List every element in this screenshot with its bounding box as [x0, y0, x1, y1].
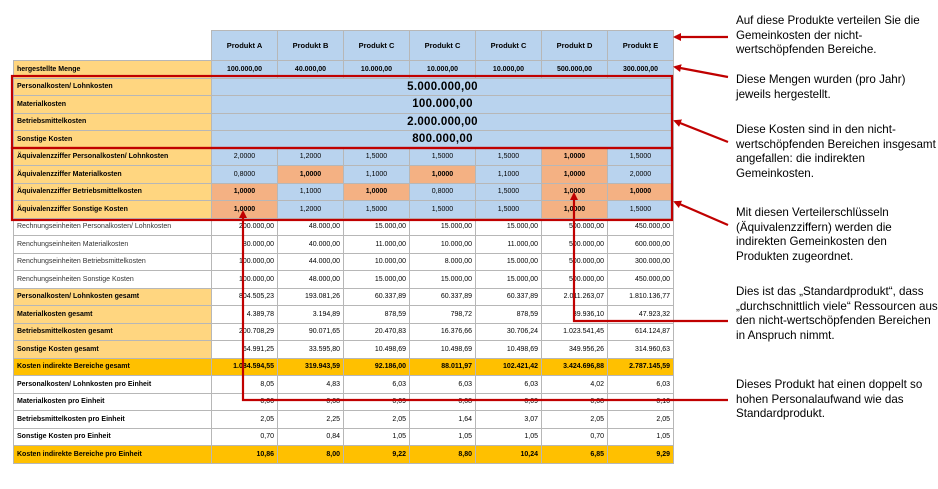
per-unit-cell[interactable]: 6,03 [410, 376, 476, 394]
row-label[interactable]: Sonstige Kosten gesamt [14, 341, 212, 359]
equivalence-cell[interactable]: 1,0000 [608, 183, 674, 201]
product-header[interactable]: Produkt B [278, 31, 344, 61]
per-unit-cell[interactable]: 0,09 [344, 393, 410, 411]
quantity-cell[interactable]: 10.000,00 [344, 61, 410, 79]
grand-total-cell[interactable]: 92.186,00 [344, 358, 410, 376]
grand-total-cell[interactable]: 88.011,97 [410, 358, 476, 376]
equivalence-cell[interactable]: 1,0000 [212, 201, 278, 219]
equivalence-cell[interactable]: 1,1000 [476, 166, 542, 184]
units-cell[interactable]: 15.000,00 [344, 218, 410, 236]
totals-cell[interactable]: 60.337,89 [344, 288, 410, 306]
units-cell[interactable]: 500.000,00 [542, 271, 608, 289]
per-unit-cell[interactable]: 6,03 [608, 376, 674, 394]
units-cell[interactable]: 15.000,00 [476, 271, 542, 289]
per-unit-cell[interactable]: 2,05 [212, 411, 278, 429]
units-cell[interactable]: 8.000,00 [410, 253, 476, 271]
row-label[interactable]: Renchungseinheiten Materialkosten [14, 236, 212, 254]
units-cell[interactable]: 15.000,00 [344, 271, 410, 289]
per-unit-total-cell[interactable]: 10,24 [476, 446, 542, 464]
totals-cell[interactable]: 60.337,89 [410, 288, 476, 306]
equivalence-cell[interactable]: 1,0000 [410, 166, 476, 184]
equivalence-cell[interactable]: 1,5000 [476, 201, 542, 219]
total-cost-cell[interactable]: 100.000,00 [212, 96, 674, 114]
product-header[interactable]: Produkt C [410, 31, 476, 61]
units-cell[interactable]: 300.000,00 [608, 253, 674, 271]
per-unit-cell[interactable]: 0,08 [542, 393, 608, 411]
per-unit-cell[interactable]: 0,08 [410, 393, 476, 411]
totals-cell[interactable]: 878,59 [476, 306, 542, 324]
units-cell[interactable]: 500.000,00 [542, 218, 608, 236]
equivalence-cell[interactable]: 1,0000 [542, 148, 608, 166]
quantity-cell[interactable]: 500.000,00 [542, 61, 608, 79]
per-unit-cell[interactable]: 1,64 [410, 411, 476, 429]
annotation-quantities: Diese Mengen wurden (pro Jahr) jeweils hergestellt. [736, 73, 906, 101]
annotation-equivalence: Mit diesen Verteilerschlüsseln (Äquivalenzziffern) werden die indirekten Gemeinkosten den Produkten zugeordnet. [736, 206, 892, 263]
equivalence-cell[interactable]: 0,8000 [212, 166, 278, 184]
quantity-cell[interactable]: 10.000,00 [476, 61, 542, 79]
grand-total-cell[interactable]: 2.787.145,59 [608, 358, 674, 376]
equivalence-cell[interactable]: 1,0000 [542, 183, 608, 201]
cost-row [14, 78, 674, 96]
row-label[interactable]: Rechnungseinheiten Personalkosten/ Lohnkosten [14, 218, 212, 236]
units-cell[interactable]: 500.000,00 [542, 236, 608, 254]
totals-row [14, 323, 674, 341]
arrow-equivalence [675, 202, 728, 225]
row-label[interactable]: Betriebsmittelkosten [14, 113, 212, 131]
grand-total-cell[interactable]: 3.424.696,88 [542, 358, 608, 376]
totals-cell[interactable]: 60.337,89 [476, 288, 542, 306]
equivalence-cell[interactable]: 1,0000 [212, 183, 278, 201]
equivalence-row [14, 183, 674, 201]
corner-cell [14, 31, 212, 61]
product-header[interactable]: Produkt E [608, 31, 674, 61]
per-unit-total-cell[interactable]: 8,00 [278, 446, 344, 464]
product-header[interactable]: Produkt D [542, 31, 608, 61]
totals-cell[interactable]: 16.376,66 [410, 323, 476, 341]
equivalence-cell[interactable]: 1,5000 [344, 201, 410, 219]
per-unit-cell[interactable]: 1,05 [608, 428, 674, 446]
units-cell[interactable]: 48.000,00 [278, 218, 344, 236]
equivalence-cell[interactable]: 2,0000 [608, 166, 674, 184]
units-cell[interactable]: 600.000,00 [608, 236, 674, 254]
total-cost-cell[interactable]: 800.000,00 [212, 131, 674, 149]
totals-cell[interactable]: 798,72 [410, 306, 476, 324]
product-header[interactable]: Produkt C [344, 31, 410, 61]
units-cell[interactable]: 10.000,00 [410, 236, 476, 254]
equivalence-cell[interactable]: 1,1000 [344, 166, 410, 184]
row-label[interactable]: Äquivalenzziffer Personalkosten/ Lohnkosten [14, 148, 212, 166]
equivalence-cell[interactable]: 1,5000 [410, 148, 476, 166]
totals-cell[interactable]: 90.071,65 [278, 323, 344, 341]
units-cell[interactable]: 500.000,00 [542, 253, 608, 271]
row-label[interactable]: Materialkosten [14, 96, 212, 114]
totals-cell[interactable]: 47.923,32 [608, 306, 674, 324]
per-unit-cell[interactable]: 3,07 [476, 411, 542, 429]
row-label[interactable]: Sonstige Kosten [14, 131, 212, 149]
totals-cell[interactable]: 20.470,83 [344, 323, 410, 341]
row-label[interactable]: hergestellte Menge [14, 61, 212, 79]
equivalence-cell[interactable]: 1,0000 [344, 183, 410, 201]
per-unit-total-row [14, 446, 674, 464]
per-unit-cell[interactable]: 4,02 [542, 376, 608, 394]
product-header[interactable]: Produkt C [476, 31, 542, 61]
units-cell[interactable]: 11.000,00 [344, 236, 410, 254]
grand-total-cell[interactable]: 102.421,42 [476, 358, 542, 376]
equivalence-cell[interactable]: 1,5000 [476, 183, 542, 201]
quantity-cell[interactable]: 40.000,00 [278, 61, 344, 79]
per-unit-cell[interactable]: 0,70 [212, 428, 278, 446]
equivalence-cell[interactable]: 1,2000 [278, 148, 344, 166]
grand-total-row [14, 358, 674, 376]
equivalence-cell[interactable]: 1,5000 [410, 201, 476, 219]
totals-row [14, 341, 674, 359]
per-unit-row [14, 376, 674, 394]
units-cell[interactable]: 40.000,00 [278, 236, 344, 254]
per-unit-cell[interactable]: 0,06 [212, 393, 278, 411]
units-cell[interactable]: 48.000,00 [278, 271, 344, 289]
equivalence-cell[interactable]: 1,5000 [476, 148, 542, 166]
annotation-costs: Diese Kosten sind in den nicht-wertschöpfenden Bereichen insgesamt angefallen: die indirekten Gemeinkosten. [736, 123, 936, 180]
per-unit-cell[interactable]: 0,16 [608, 393, 674, 411]
per-unit-cell[interactable]: 6,03 [476, 376, 542, 394]
per-unit-row [14, 393, 674, 411]
row-label[interactable]: Kosten indirekte Bereiche gesamt [14, 358, 212, 376]
totals-cell[interactable]: 10.498,69 [344, 341, 410, 359]
units-row [14, 253, 674, 271]
row-label[interactable]: Renchungseinheiten Betriebsmittelkosten [14, 253, 212, 271]
per-unit-cell[interactable]: 6,03 [344, 376, 410, 394]
totals-cell[interactable]: 39.936,10 [542, 306, 608, 324]
row-label[interactable]: Materialkosten pro Einheit [14, 393, 212, 411]
per-unit-total-cell[interactable]: 9,29 [608, 446, 674, 464]
units-cell[interactable]: 11.000,00 [476, 236, 542, 254]
arrow-quantities [675, 67, 728, 77]
units-cell[interactable]: 10.000,00 [344, 253, 410, 271]
per-unit-cell[interactable]: 1,05 [344, 428, 410, 446]
cost-row [14, 113, 674, 131]
units-row [14, 218, 674, 236]
row-label[interactable]: Äquivalenzziffer Sonstige Kosten [14, 201, 212, 219]
totals-cell[interactable]: 10.498,69 [410, 341, 476, 359]
equivalence-cell[interactable]: 2,0000 [212, 148, 278, 166]
totals-cell[interactable]: 2.011.263,07 [542, 288, 608, 306]
per-unit-cell[interactable]: 2,05 [608, 411, 674, 429]
total-cost-cell[interactable]: 5.000.000,00 [212, 78, 674, 96]
equivalence-row [14, 166, 674, 184]
totals-cell[interactable]: 349.956,26 [542, 341, 608, 359]
per-unit-row [14, 428, 674, 446]
units-cell[interactable]: 100.000,00 [212, 253, 278, 271]
units-cell[interactable]: 44.000,00 [278, 253, 344, 271]
units-cell[interactable]: 450.000,00 [608, 218, 674, 236]
totals-cell[interactable]: 1.810.136,77 [608, 288, 674, 306]
product-header[interactable]: Produkt A [212, 31, 278, 61]
cost-row [14, 96, 674, 114]
per-unit-total-cell[interactable]: 8,80 [410, 446, 476, 464]
row-label[interactable]: Personalkosten/ Lohnkosten pro Einheit [14, 376, 212, 394]
totals-cell[interactable]: 314.960,63 [608, 341, 674, 359]
totals-row [14, 288, 674, 306]
row-label[interactable]: Personalkosten/ Lohnkosten gesamt [14, 288, 212, 306]
units-cell[interactable]: 200.000,00 [212, 218, 278, 236]
equivalence-cell[interactable]: 1,5000 [344, 148, 410, 166]
totals-cell[interactable]: 804.505,23 [212, 288, 278, 306]
units-cell[interactable]: 15.000,00 [476, 253, 542, 271]
totals-cell[interactable]: 3.194,89 [278, 306, 344, 324]
equivalence-cell[interactable]: 1,5000 [608, 148, 674, 166]
per-unit-total-cell[interactable]: 6,85 [542, 446, 608, 464]
units-cell[interactable]: 15.000,00 [410, 218, 476, 236]
quantity-cell[interactable]: 300.000,00 [608, 61, 674, 79]
equivalence-cell[interactable]: 1,1000 [278, 183, 344, 201]
equivalence-cell[interactable]: 1,2000 [278, 201, 344, 219]
per-unit-total-cell[interactable]: 10,86 [212, 446, 278, 464]
equivalence-row [14, 201, 674, 219]
per-unit-cell[interactable]: 2,05 [344, 411, 410, 429]
per-unit-cell[interactable]: 2,05 [542, 411, 608, 429]
quantity-cell[interactable]: 100.000,00 [212, 61, 278, 79]
equivalence-cell[interactable]: 1,0000 [542, 201, 608, 219]
row-label[interactable]: Äquivalenzziffer Betriebsmittelkosten [14, 183, 212, 201]
equivalence-cell[interactable]: 1,5000 [608, 201, 674, 219]
row-label[interactable]: Betriebsmittelkosten pro Einheit [14, 411, 212, 429]
per-unit-cell[interactable]: 0,08 [278, 393, 344, 411]
per-unit-cell[interactable]: 0,70 [542, 428, 608, 446]
per-unit-cell[interactable]: 1,05 [476, 428, 542, 446]
cost-allocation-table [13, 30, 674, 464]
equivalence-cell[interactable]: 0,8000 [410, 183, 476, 201]
product-header-row [14, 31, 674, 61]
equivalence-row [14, 148, 674, 166]
per-unit-cell[interactable]: 0,09 [476, 393, 542, 411]
per-unit-cell[interactable]: 2,25 [278, 411, 344, 429]
totals-cell[interactable]: 878,59 [344, 306, 410, 324]
totals-row [14, 306, 674, 324]
totals-cell[interactable]: 200.708,29 [212, 323, 278, 341]
arrow-costs [675, 121, 728, 142]
totals-cell[interactable]: 30.706,24 [476, 323, 542, 341]
totals-cell[interactable]: 1.023.541,45 [542, 323, 608, 341]
totals-cell[interactable]: 33.595,80 [278, 341, 344, 359]
totals-cell[interactable]: 614.124,87 [608, 323, 674, 341]
units-cell[interactable]: 15.000,00 [476, 218, 542, 236]
units-cell[interactable]: 15.000,00 [410, 271, 476, 289]
grand-total-cell[interactable]: 1.084.594,55 [212, 358, 278, 376]
annotation-double-personnel: Dieses Produkt hat einen doppelt so hohen Personalaufwand wie das Standardprodukt. [736, 378, 923, 421]
units-cell[interactable]: 80.000,00 [212, 236, 278, 254]
per-unit-row [14, 411, 674, 429]
row-label[interactable]: Renchungseinheiten Sonstige Kosten [14, 271, 212, 289]
row-label[interactable]: Äquivalenzziffer Materialkosten [14, 166, 212, 184]
per-unit-cell[interactable]: 8,05 [212, 376, 278, 394]
total-cost-cell[interactable]: 2.000.000,00 [212, 113, 674, 131]
quantity-cell[interactable]: 10.000,00 [410, 61, 476, 79]
totals-cell[interactable]: 193.081,26 [278, 288, 344, 306]
cost-row [14, 131, 674, 149]
per-unit-total-cell[interactable]: 9,22 [344, 446, 410, 464]
quantity-row [14, 61, 674, 79]
totals-cell[interactable]: 64.991,25 [212, 341, 278, 359]
equivalence-cell[interactable]: 1,0000 [278, 166, 344, 184]
per-unit-cell[interactable]: 0,84 [278, 428, 344, 446]
annotation-standard-product: Dies ist das „Standardprodukt“, dass „durchschnittlich viele“ Ressourcen aus den nicht-wertschöpfenden Bereichen in Anspruch nimmt. [736, 285, 938, 342]
row-label[interactable]: Kosten indirekte Bereiche pro Einheit [14, 446, 212, 464]
per-unit-cell[interactable]: 1,05 [410, 428, 476, 446]
totals-cell[interactable]: 4.389,78 [212, 306, 278, 324]
totals-cell[interactable]: 10.498,69 [476, 341, 542, 359]
units-cell[interactable]: 450.000,00 [608, 271, 674, 289]
row-label[interactable]: Betriebsmittelkosten gesamt [14, 323, 212, 341]
per-unit-cell[interactable]: 4,83 [278, 376, 344, 394]
equivalence-cell[interactable]: 1,0000 [542, 166, 608, 184]
units-row [14, 271, 674, 289]
units-row [14, 236, 674, 254]
units-cell[interactable]: 100.000,00 [212, 271, 278, 289]
row-label[interactable]: Personalkosten/ Lohnkosten [14, 78, 212, 96]
row-label[interactable]: Sonstige Kosten pro Einheit [14, 428, 212, 446]
row-label[interactable]: Materialkosten gesamt [14, 306, 212, 324]
annotation-products: Auf diese Produkte verteilen Sie die Gemeinkosten der nicht-wertschöpfenden Bereiche. [736, 14, 920, 57]
grand-total-cell[interactable]: 319.943,59 [278, 358, 344, 376]
